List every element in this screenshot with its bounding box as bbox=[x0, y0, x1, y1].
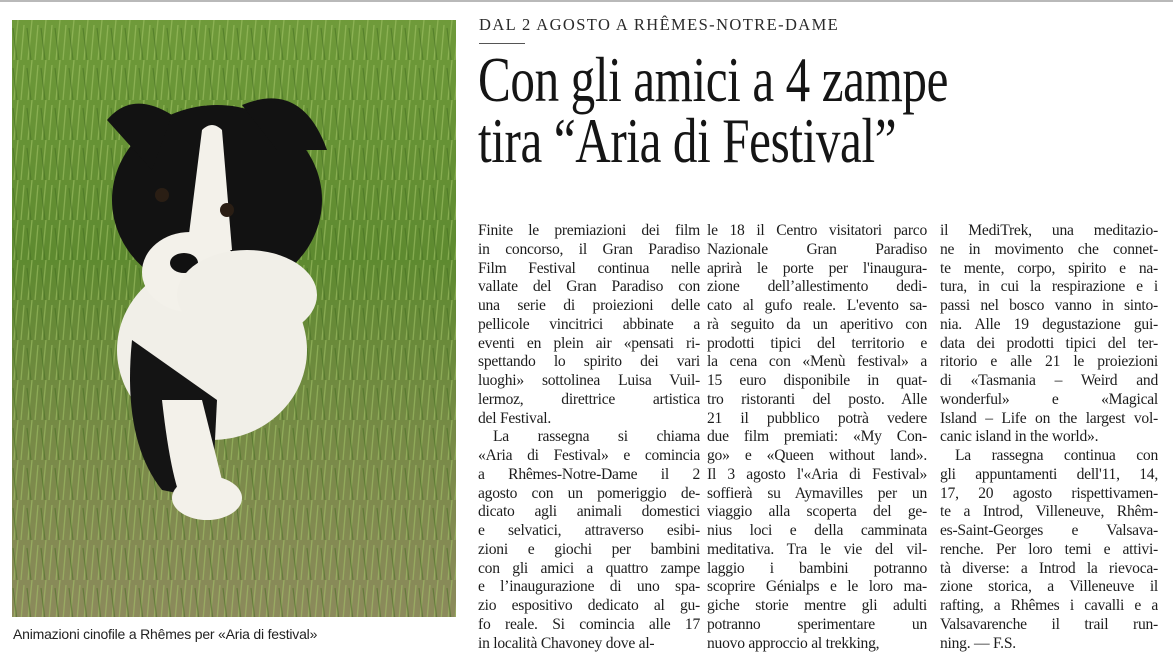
text-line: scoprire Génialps e le loro ma- bbox=[707, 578, 927, 596]
text-line: data dei prodotti tipici del ter- bbox=[940, 334, 1158, 352]
text-line: ne in movimento che connet- bbox=[940, 240, 1158, 258]
text-line: fo reale. Si comincia alle 17 bbox=[478, 615, 700, 633]
text-line: eventi en plein air «pensati ri- bbox=[478, 334, 700, 352]
text-line: una serie di proiezioni delle bbox=[478, 297, 700, 314]
text-line: due film premiati: «My Con- bbox=[707, 428, 927, 446]
text-line: tro ristoranti del posto. Alle bbox=[707, 390, 927, 408]
text-line: Nazionale Gran Paradiso bbox=[707, 240, 927, 258]
text-line: e l’inaugurazione di uno spa- bbox=[478, 578, 700, 596]
article-kicker: DAL 2 AGOSTO A RHÊMES-NOTRE-DAME bbox=[479, 15, 840, 34]
puppy-photo bbox=[12, 20, 456, 617]
text-line: te a Introd, Villeneuve, Rhêm- bbox=[940, 503, 1158, 521]
photo-caption: Animazioni cinofile a Rhêmes per «Aria di festival» bbox=[13, 626, 318, 642]
text-line: 17, 20 agosto rispettivamen- bbox=[940, 484, 1158, 502]
text-line: pellicole vincitrici abbinate a bbox=[478, 315, 700, 333]
text-line: renche. Per loro temi e attivi- bbox=[940, 540, 1158, 558]
text-line: lermoz, direttrice artistica bbox=[478, 390, 700, 408]
text-line: aprirà le porte per l'inaugura- bbox=[707, 259, 927, 277]
text-line: con gli amici a quattro zampe bbox=[478, 559, 700, 577]
top-border bbox=[0, 0, 1173, 2]
text-line: meditativa. Tra le vie del vil- bbox=[707, 540, 927, 558]
paragraph bbox=[940, 447, 1158, 653]
text-line: go» e «Queen without land». bbox=[707, 447, 927, 464]
text-line: del Festival. bbox=[478, 409, 551, 427]
text-line: laggio i bambini potranno bbox=[707, 559, 927, 577]
text-line: nius loci e della camminata bbox=[707, 522, 927, 539]
text-line: Il 3 agosto l'«Aria di Festival» bbox=[707, 465, 927, 483]
article-column-2 bbox=[707, 222, 927, 653]
text-line: in località Chavoney dove al- bbox=[478, 634, 655, 652]
text-line: La rassegna si chiama bbox=[493, 428, 700, 446]
text-line: rafting, a Rhêmes i cavalli e a bbox=[940, 597, 1158, 614]
text-line: agosto con un pomeriggio de- bbox=[478, 484, 700, 502]
text-line: tà diverse: a Introd la rievoca- bbox=[940, 559, 1158, 577]
text-line: zio espositivo dedicato al gu- bbox=[478, 597, 700, 614]
text-line: vallate del Gran Paradiso con bbox=[478, 278, 700, 296]
text-line: giche storie mentre gli adulti bbox=[707, 597, 927, 614]
text-line: wonderful» e «Magical bbox=[940, 390, 1158, 408]
text-line: nia. Alle 19 degustazione gui- bbox=[940, 315, 1158, 333]
headline-line-1: Con gli amici a 4 zampe bbox=[478, 45, 949, 115]
text-line: gli appuntamenti dell'11, 14, bbox=[940, 465, 1158, 483]
paragraph bbox=[478, 222, 700, 428]
text-line: di «Tasmania – Weird and bbox=[940, 372, 1158, 389]
text-line: zione storica, a Villeneuve il bbox=[940, 578, 1158, 596]
text-line: ning. — F.S. bbox=[940, 634, 1016, 652]
text-line: te mente, corpo, spirito e na- bbox=[940, 259, 1158, 277]
text-line: dicato agli animali domestici bbox=[478, 503, 700, 521]
paragraph bbox=[478, 428, 700, 653]
text-line: zione dell’allestimento dedi- bbox=[707, 278, 927, 296]
text-line: in concorso, il Gran Paradiso bbox=[478, 240, 700, 258]
text-line: spettando lo spirito dei vari bbox=[478, 353, 700, 371]
text-line: tura, in cui la respirazione e i bbox=[940, 278, 1158, 296]
text-line: «Aria di Festival» e comincia bbox=[478, 447, 700, 464]
text-line: Island – Life on the largest vol- bbox=[940, 409, 1158, 427]
article-headline bbox=[478, 45, 949, 176]
text-line: Finite le premiazioni dei film bbox=[478, 222, 700, 239]
puppy-in-grass-image bbox=[12, 20, 456, 617]
text-line: es-Saint-Georges e Valsava- bbox=[940, 522, 1158, 539]
text-line: prodotti tipici del territorio e bbox=[707, 334, 927, 352]
text-line: viaggio alla scoperta del ge- bbox=[707, 503, 927, 521]
text-line: 15 euro disponibile in quat- bbox=[707, 372, 927, 389]
text-line: La rassegna continua con bbox=[955, 447, 1158, 464]
paragraph bbox=[940, 222, 1158, 447]
article-column-3 bbox=[940, 222, 1158, 653]
text-line: la cena con «Menù festival» a bbox=[707, 353, 927, 371]
text-line: nuovo approccio al trekking, bbox=[707, 634, 880, 652]
text-line: Film Festival continua nelle bbox=[478, 259, 700, 277]
text-line: Valsavarenche il trail run- bbox=[940, 615, 1158, 633]
text-line: il MediTrek, una meditazio- bbox=[940, 222, 1158, 239]
headline-line-2: tira “Aria di Festival” bbox=[478, 106, 897, 176]
text-line: passi nel bosco vanno in sinto- bbox=[940, 297, 1158, 314]
text-line: ritorio e alle 21 le proiezioni bbox=[940, 353, 1158, 371]
paragraph bbox=[707, 222, 927, 653]
text-line: zioni e giochi per bambini bbox=[478, 540, 700, 558]
text-line: 21 il pubblico potrà vedere bbox=[707, 409, 927, 427]
text-line: a Rhêmes-Notre-Dame il 2 bbox=[478, 465, 700, 483]
article-column-1 bbox=[478, 222, 700, 653]
text-line: le 18 il Centro visitatori parco bbox=[707, 222, 927, 239]
text-line: luoghi» sottolinea Luisa Vuil- bbox=[478, 372, 700, 389]
text-line: potranno sperimentare un bbox=[707, 615, 927, 633]
kicker-rule bbox=[479, 43, 525, 44]
text-line: soffierà su Aymavilles per un bbox=[707, 484, 927, 502]
text-line: canic island in the world». bbox=[940, 428, 1099, 446]
text-line: cato al gufo reale. L'evento sa- bbox=[707, 297, 927, 314]
text-line: rà seguito da un aperitivo con bbox=[707, 315, 927, 333]
text-line: e selvatici, attraverso esibi- bbox=[478, 522, 700, 539]
